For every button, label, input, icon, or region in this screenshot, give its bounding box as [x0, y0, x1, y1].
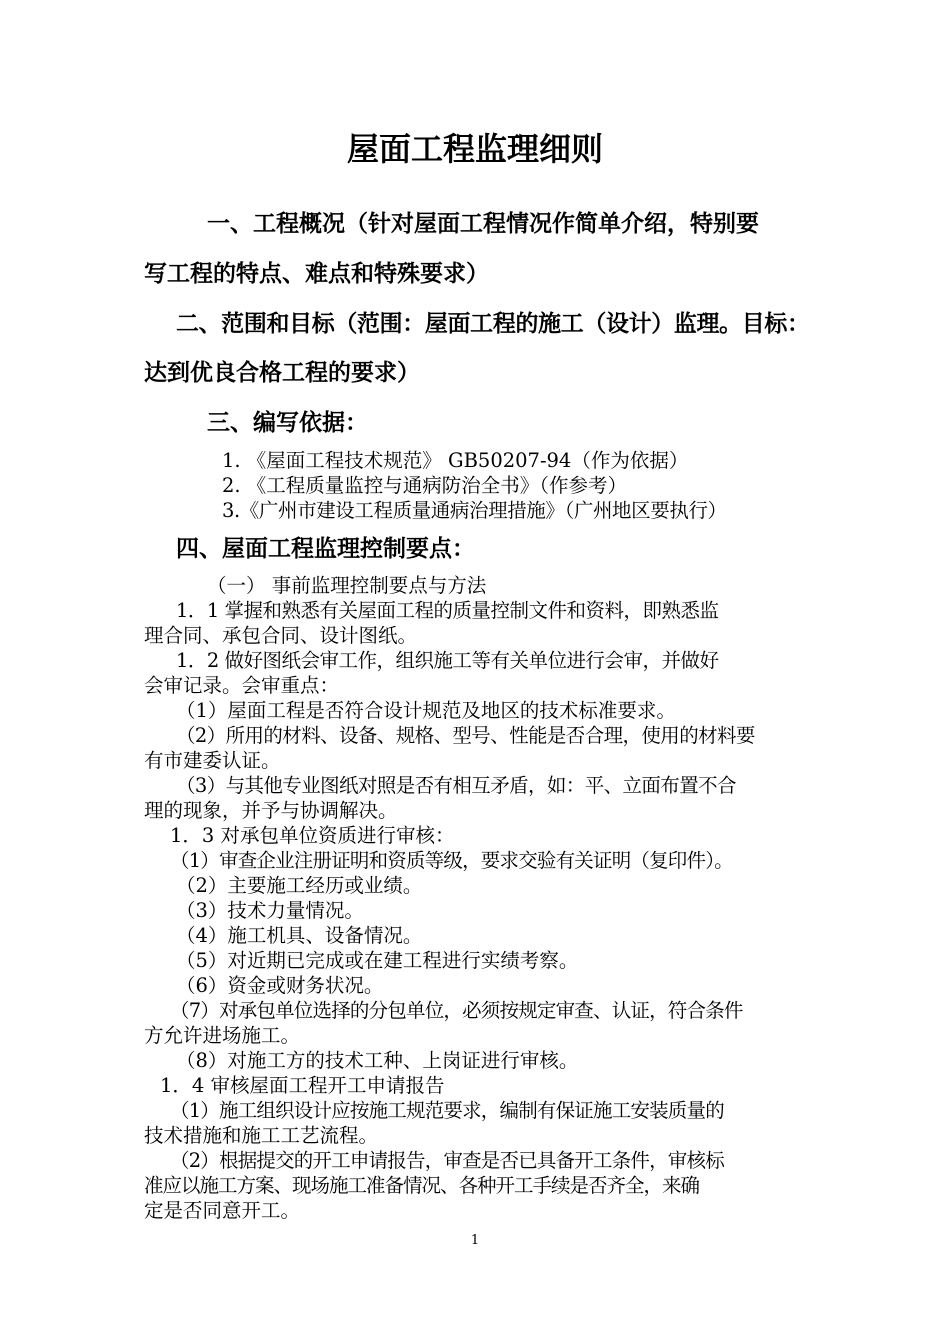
reference-item-1: 1. 《屋面工程技术规范》 GB50207-94（作为依据）	[222, 449, 689, 472]
page-title: 屋面工程监理细则	[346, 130, 603, 168]
paragraph-line: 有市建委认证。	[144, 749, 281, 772]
subsection-heading: （一） 事前监理控制要点与方法	[207, 574, 487, 597]
paragraph-line: （8）对施工方的技术工种、上岗证进行审核。	[176, 1049, 579, 1072]
paragraph-line: 1．1 掌握和熟悉有关屋面工程的质量控制文件和资料，即熟悉监	[176, 599, 719, 622]
paragraph-line: 方允许进场施工。	[144, 1024, 301, 1047]
reference-item-2: 2. 《工程质量监控与通病防治全书》（作参考）	[222, 474, 628, 497]
paragraph-line: （7）对承包单位选择的分包单位，必须按规定审查、认证，符合条件	[170, 999, 743, 1022]
paragraph-line: 1．4 审核屋面工程开工申请报告	[160, 1074, 445, 1097]
paragraph-line: （6）资金或财务状况。	[176, 974, 384, 997]
paragraph-line: 技术措施和施工工艺流程。	[144, 1124, 379, 1147]
paragraph-line: 1．3 对承包单位资质进行审核：	[170, 824, 455, 847]
paragraph-line: 定是否同意开工。	[144, 1199, 301, 1222]
section-4-heading: 四、屋面工程监理控制要点：	[176, 536, 475, 562]
section-1-heading: 一、工程概况（针对屋面工程情况作简单介绍，特别要	[207, 211, 759, 237]
paragraph-line: （1）屋面工程是否符合设计规范及地区的技术标准要求。	[176, 699, 676, 722]
paragraph-line: （2）所用的材料、设备、规格、型号、性能是否合理，使用的材料要	[176, 724, 755, 747]
paragraph-line: 理合同、承包合同、设计图纸。	[144, 624, 418, 647]
paragraph-line: （3）技术力量情况。	[176, 899, 364, 922]
paragraph-line: （1）审查企业注册证明和资质等级，要求交验有关证明（复印件）。	[170, 849, 733, 872]
section-1-heading-cont: 写工程的特点、难点和特殊要求）	[144, 261, 489, 287]
paragraph-line: （2）根据提交的开工申请报告，审查是否已具备开工条件，审核标	[170, 1149, 724, 1172]
paragraph-line: （2）主要施工经历或业绩。	[176, 874, 423, 897]
paragraph-line: 会审记录。会审重点：	[144, 674, 340, 697]
section-2-heading-cont: 达到优良合格工程的要求）	[144, 360, 420, 386]
paragraph-line: 理的现象，并予与协调解决。	[144, 799, 398, 822]
paragraph-line: （1）施工组织设计应按施工规范要求，编制有保证施工安装质量的	[170, 1099, 724, 1122]
page-number: 1	[470, 1233, 480, 1248]
paragraph-line: （4）施工机具、设备情况。	[176, 924, 423, 947]
paragraph-line: 1．2 做好图纸会审工作，组织施工等有关单位进行会审，并做好	[176, 649, 719, 672]
paragraph-line: （5）对近期已完成或在建工程进行实绩考察。	[176, 949, 579, 972]
section-3-heading: 三、编写依据：	[207, 410, 368, 436]
paragraph-line: 准应以施工方案、现场施工准备情况、各种开工手续是否齐全，来确	[144, 1174, 700, 1197]
section-2-heading: 二、范围和目标（范围：屋面工程的施工（设计）监理。目标：	[176, 311, 810, 337]
paragraph-line: （3）与其他专业图纸对照是否有相互矛盾，如：平、立面布置不合	[176, 774, 736, 797]
reference-item-3: 3.《广州市建设工程质量通病治理措施》（广州地区要执行）	[222, 499, 727, 522]
